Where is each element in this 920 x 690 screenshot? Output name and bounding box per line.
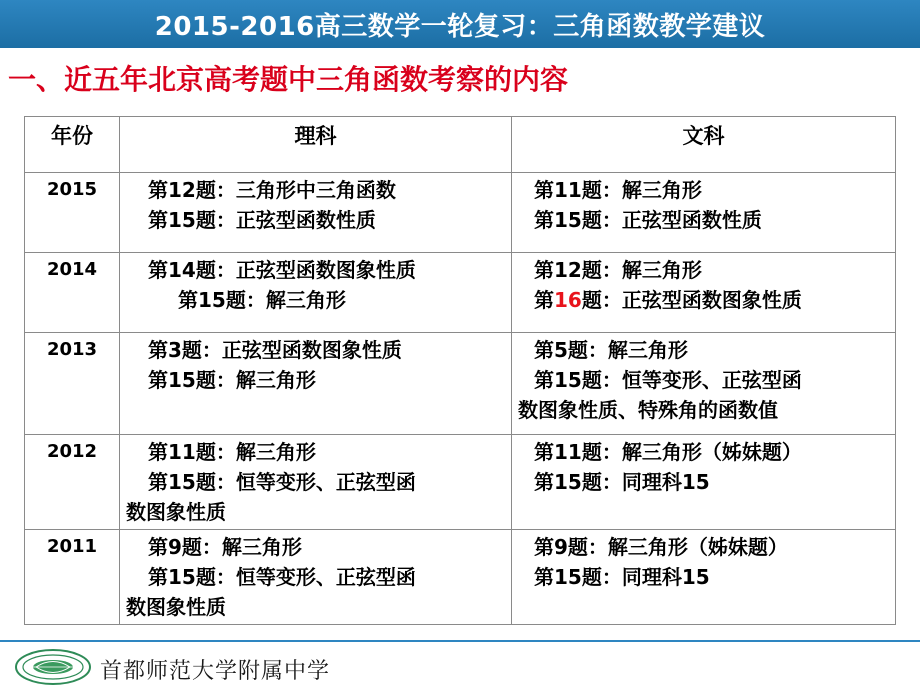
wen-line-pre: 第 [534, 288, 554, 312]
section-title: 一、近五年北京高考题中三角函数考察的内容 [8, 63, 569, 96]
school-logo-icon [14, 648, 92, 686]
wen-line: 第15题：同理科15 [534, 565, 710, 589]
table-header-row [25, 117, 896, 173]
li-line: 第15题：正弦型函数性质 [148, 208, 376, 232]
li-line: 第15题：恒等变形、正弦型函 [148, 470, 416, 494]
wen-line: 第15题：同理科15 [534, 470, 710, 494]
wen-line: 第12题：解三角形 [534, 258, 702, 282]
li-line: 第15题：解三角形 [178, 288, 346, 312]
year-cell: 2011 [25, 530, 120, 625]
li-cell [120, 435, 512, 530]
li-line: 第15题：解三角形 [148, 368, 316, 392]
table-row [25, 530, 896, 625]
li-cell [120, 333, 512, 435]
wen-line [518, 285, 891, 315]
year-cell: 2014 [25, 253, 120, 333]
school-name: 首都师范大学附属中学 [100, 659, 331, 684]
header-wen: 文科 [512, 117, 896, 173]
li-line: 第9题：解三角形 [148, 535, 302, 559]
year-cell: 2012 [25, 435, 120, 530]
page-title: 2015-2016高三数学一轮复习：三角函数教学建议 [154, 11, 766, 42]
header-bar [0, 0, 920, 48]
wen-line: 第15题：恒等变形、正弦型函 [534, 368, 802, 392]
header-li: 理科 [120, 117, 512, 173]
wen-line: 第11题：解三角形（姊妹题） [534, 440, 802, 464]
li-cell [120, 253, 512, 333]
wen-cell [512, 333, 896, 435]
table-row [25, 435, 896, 530]
exam-table [24, 116, 895, 625]
li-line: 第14题：正弦型函数图象性质 [148, 258, 416, 282]
table-row [25, 173, 896, 253]
wen-cell [512, 173, 896, 253]
wen-line-post: 题：正弦型函数图象性质 [581, 288, 802, 312]
table-row [25, 333, 896, 435]
wen-line: 第5题：解三角形 [534, 338, 688, 362]
wen-cell [512, 530, 896, 625]
wen-line: 第11题：解三角形 [534, 178, 702, 202]
li-line: 第3题：正弦型函数图象性质 [148, 338, 402, 362]
highlight-number: 16 [554, 288, 582, 312]
li-line: 第11题：解三角形 [148, 440, 316, 464]
li-line: 数图象性质 [126, 595, 226, 619]
header-year: 年份 [25, 117, 120, 173]
wen-line: 第9题：解三角形（姊妹题） [534, 535, 788, 559]
wen-line: 第15题：正弦型函数性质 [534, 208, 762, 232]
li-cell [120, 173, 512, 253]
year-cell: 2013 [25, 333, 120, 435]
wen-cell [512, 253, 896, 333]
li-line: 第15题：恒等变形、正弦型函 [148, 565, 416, 589]
table-row [25, 253, 896, 333]
li-line: 数图象性质 [126, 500, 226, 524]
wen-cell [512, 435, 896, 530]
year-cell: 2015 [25, 173, 120, 253]
wen-line: 数图象性质、特殊角的函数值 [518, 398, 778, 422]
li-cell [120, 530, 512, 625]
li-line: 第12题：三角形中三角函数 [148, 178, 396, 202]
